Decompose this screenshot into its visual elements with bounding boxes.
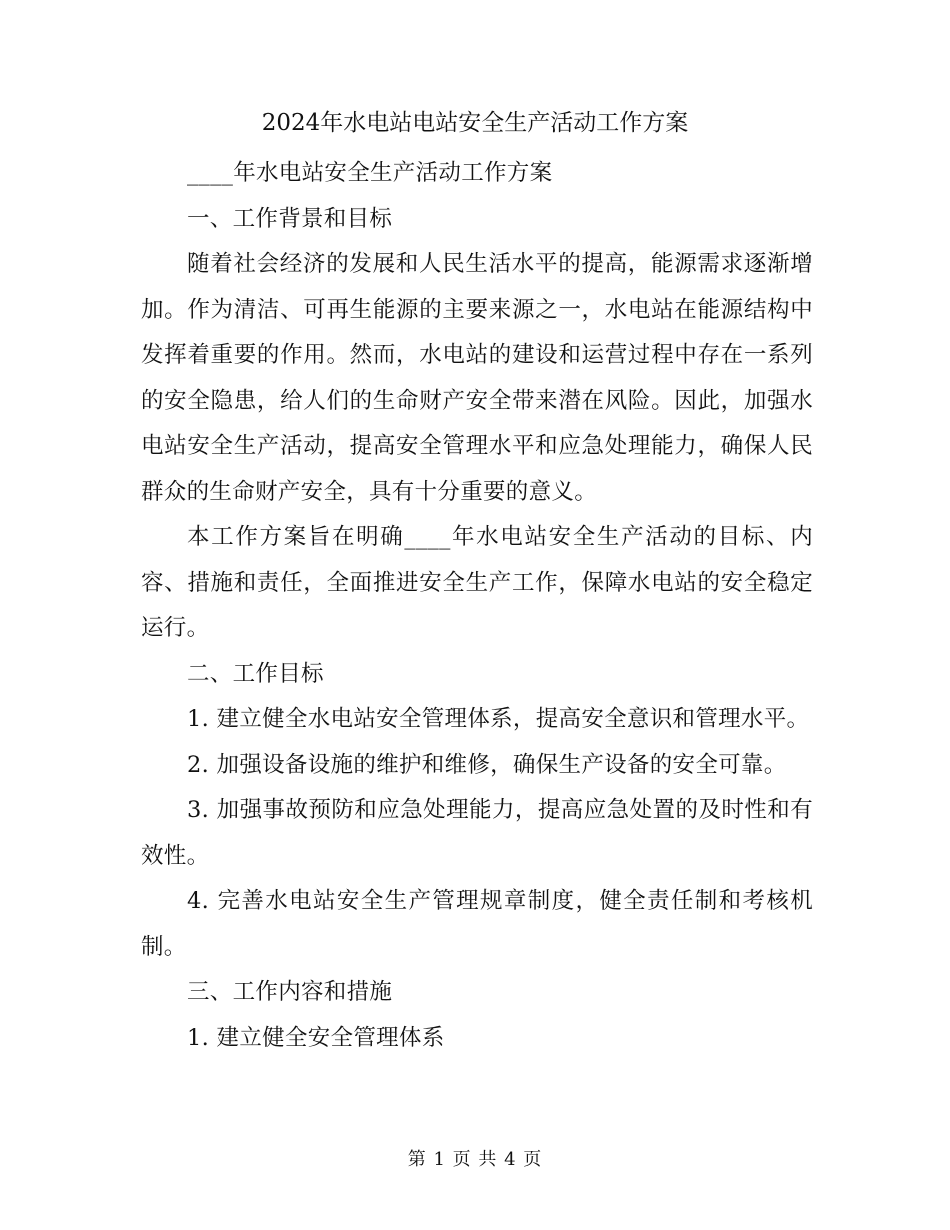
- goal-item-3: 3. 加强事故预防和应急处理能力，提高应急处置的及时性和有效性。: [141, 797, 813, 869]
- document-body: [141, 151, 813, 1061]
- section-heading-background: 一、工作背景和目标: [187, 205, 393, 232]
- goal-item-4: 4. 完善水电站安全生产管理规章制度，健全责任制和考核机制。: [141, 888, 813, 960]
- section-heading-goals: 二、工作目标: [187, 660, 324, 687]
- subtitle-line: ____年水电站安全生产活动工作方案: [187, 160, 553, 186]
- background-paragraph: 随着社会经济的发展和人民生活水平的提高，能源需求逐渐增加。作为清洁、可再生能源的主要来源之一，水电站在能源结构中发挥着重要的作用。然而，水电站的建设和运营过程中存在一系列的安全隐患，给人们的生命财产安全带来潜在风险。因此，加强水电站安全生产活动，提高安全管理水平和应急处理能力，确保人民群众的生命财产安全，具有十分重要的意义。: [141, 251, 813, 505]
- measure-item-1: 1. 建立健全安全管理体系: [187, 1024, 445, 1051]
- page-number-footer: 第 1 页 共 4 页: [407, 1149, 543, 1170]
- purpose-paragraph: 本工作方案旨在明确____年水电站安全生产活动的目标、内容、措施和责任，全面推进安全生产工作，保障水电站的安全稳定运行。: [141, 524, 813, 641]
- goal-item-2: 2. 加强设备设施的维护和维修，确保生产设备的安全可靠。: [187, 751, 787, 778]
- document-title: 2024年水电站电站安全生产活动工作方案: [261, 110, 689, 136]
- goal-item-1: 1. 建立健全水电站安全管理体系，提高安全意识和管理水平。: [187, 706, 810, 732]
- section-heading-measures: 三、工作内容和措施: [187, 979, 393, 1005]
